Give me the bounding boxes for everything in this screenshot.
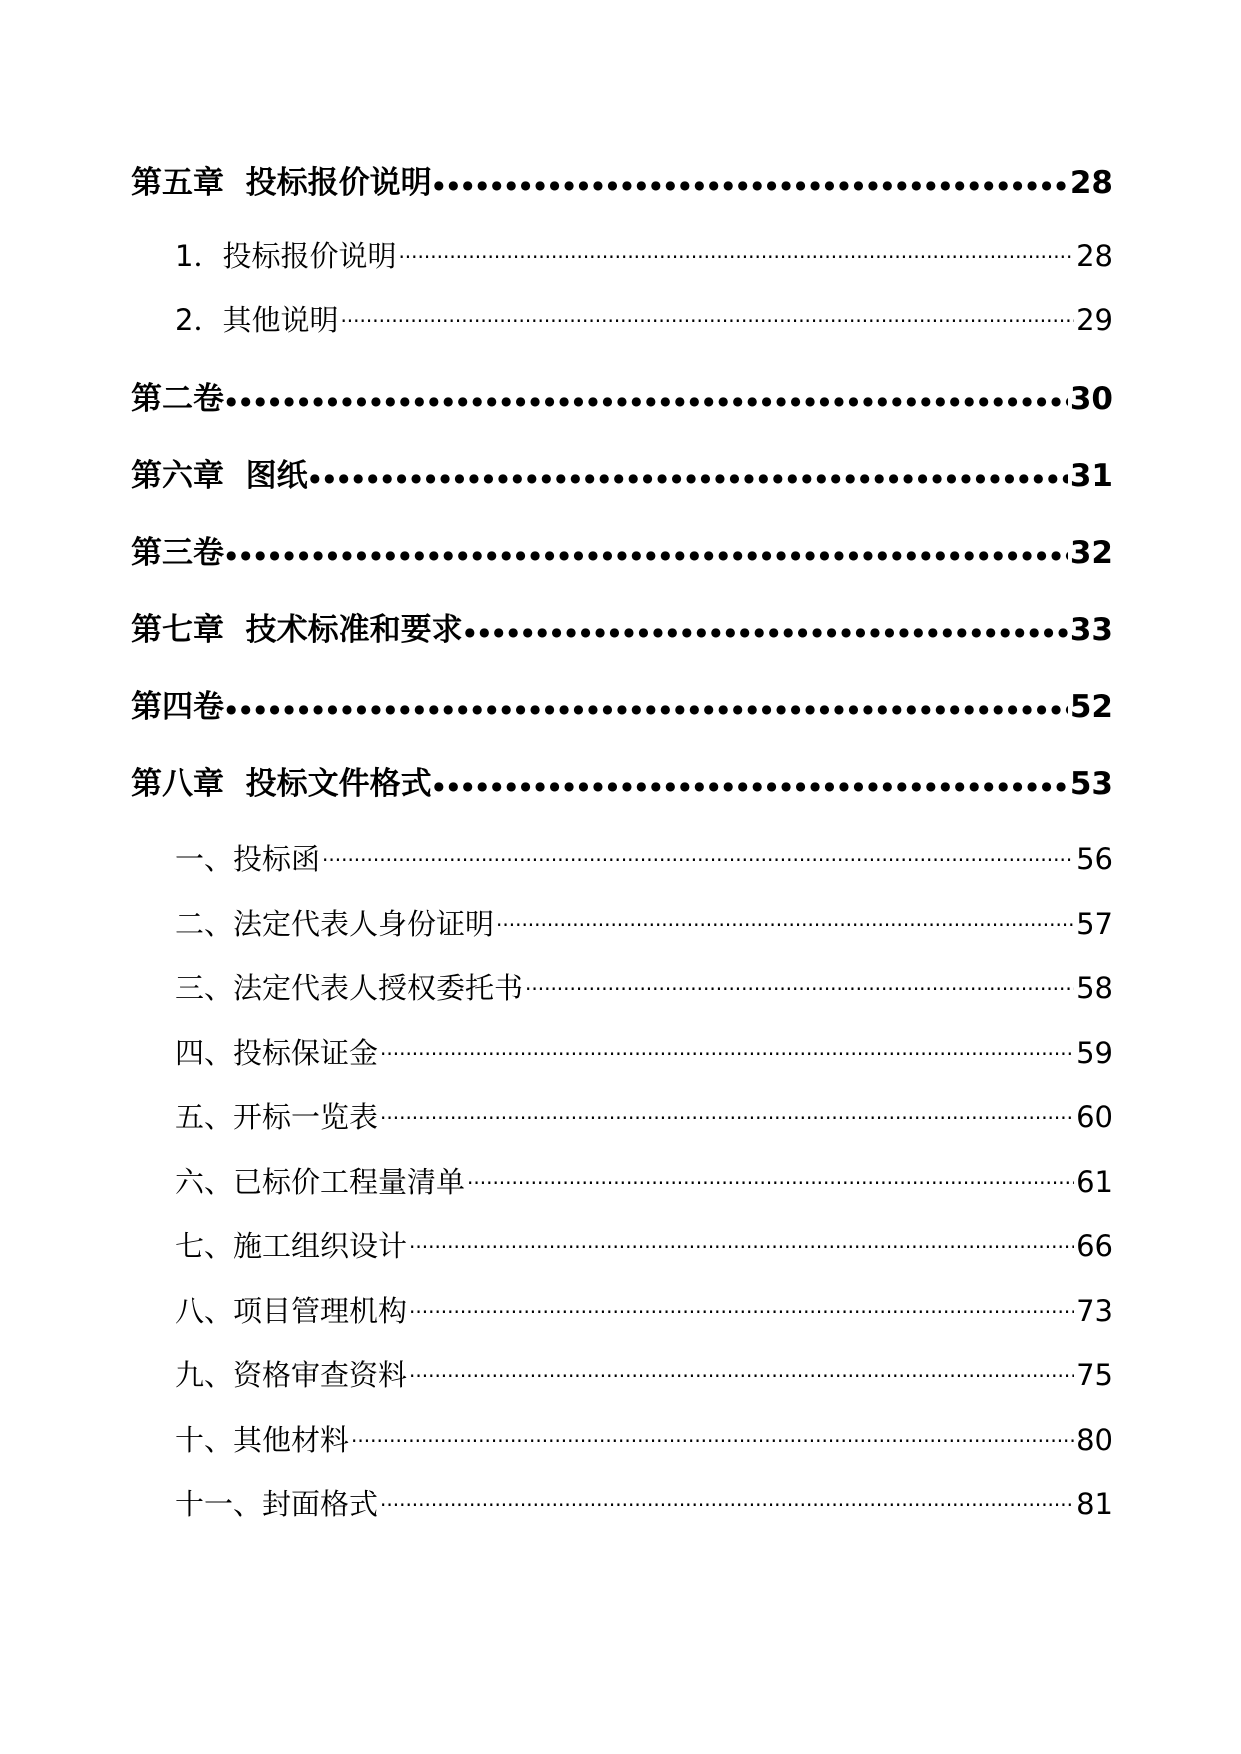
toc-entry-title: 第七章 技术标准和要求	[131, 612, 463, 648]
toc-leader-dots	[322, 843, 1074, 876]
toc-entry[interactable]	[175, 1166, 1113, 1199]
toc-leader-dots	[525, 972, 1074, 1005]
toc-page-number: 32	[1069, 535, 1113, 571]
toc-entry[interactable]	[175, 1424, 1113, 1457]
toc-entry-title: 一、投标函	[175, 842, 321, 876]
toc-entry-title: 八、项目管理机构	[175, 1294, 408, 1328]
toc-page-number: 75	[1076, 1358, 1113, 1392]
toc-entry-title: 第四卷	[131, 689, 224, 725]
toc-entry[interactable]	[175, 240, 1113, 273]
toc-entry[interactable]	[175, 1295, 1113, 1328]
toc-entry-title: 四、投标保证金	[175, 1036, 379, 1070]
toc-page-number: 61	[1076, 1165, 1113, 1199]
toc-leader-dots	[226, 536, 1068, 572]
toc-entry-title: 第八章 投标文件格式	[131, 766, 432, 802]
toc-page-number: 31	[1069, 458, 1113, 494]
toc-entry-title: 十、其他材料	[175, 1423, 350, 1457]
toc-leader-dots	[380, 1037, 1074, 1070]
toc-entry[interactable]	[131, 690, 1113, 726]
toc-page-number: 30	[1069, 381, 1113, 417]
toc-page-number: 33	[1069, 612, 1113, 648]
toc-leader-dots	[434, 166, 1068, 202]
toc-entry[interactable]	[131, 459, 1113, 495]
toc-page-number: 73	[1076, 1294, 1113, 1328]
toc-leader-dots	[409, 1295, 1074, 1328]
toc-leader-dots	[398, 240, 1074, 273]
toc-page-number: 81	[1076, 1487, 1113, 1521]
toc-entry-title: 第三卷	[131, 535, 224, 571]
toc-entry-title: 十一、封面格式	[175, 1487, 379, 1521]
toc-leader-dots	[340, 304, 1074, 337]
toc-entry-title: 第五章 投标报价说明	[131, 165, 432, 201]
toc-page-number: 52	[1069, 689, 1113, 725]
toc-entry-title: 2．其他说明	[175, 303, 339, 337]
toc-page-number: 53	[1069, 766, 1113, 802]
toc-entry-title: 六、已标价工程量清单	[175, 1165, 466, 1199]
toc-leader-dots	[310, 459, 1068, 495]
toc-entry-title: 二、法定代表人身份证明	[175, 907, 495, 941]
toc-entry-title: 三、法定代表人授权委托书	[175, 971, 524, 1005]
toc-entry[interactable]	[175, 843, 1113, 876]
toc-entry[interactable]	[175, 304, 1113, 337]
toc-entry[interactable]	[131, 536, 1113, 572]
toc-page-number: 80	[1076, 1423, 1113, 1457]
toc-entry-title: 第六章 图纸	[131, 458, 308, 494]
toc-entry[interactable]	[175, 972, 1113, 1005]
toc-page-number: 57	[1076, 907, 1113, 941]
toc-page-number: 59	[1076, 1036, 1113, 1070]
toc-page-number: 56	[1076, 842, 1113, 876]
toc-page-number: 28	[1076, 239, 1113, 273]
toc-entry[interactable]	[175, 1230, 1113, 1263]
toc-leader-dots	[467, 1166, 1074, 1199]
toc-leader-dots	[465, 613, 1068, 649]
toc-entry[interactable]	[175, 1101, 1113, 1134]
toc-entry[interactable]	[175, 1359, 1113, 1392]
toc-leader-dots	[380, 1488, 1074, 1521]
toc-entry[interactable]	[175, 1488, 1113, 1521]
toc-page-number: 60	[1076, 1100, 1113, 1134]
toc-leader-dots	[226, 690, 1068, 726]
toc-entry-title: 1．投标报价说明	[175, 239, 397, 273]
toc-leader-dots	[226, 382, 1068, 418]
toc-page-number: 58	[1076, 971, 1113, 1005]
toc-page-number: 29	[1076, 303, 1113, 337]
toc-leader-dots	[380, 1101, 1074, 1134]
toc-leader-dots	[409, 1230, 1074, 1263]
toc-entry-title: 第二卷	[131, 381, 224, 417]
toc-page-number: 66	[1076, 1229, 1113, 1263]
toc-leader-dots	[409, 1359, 1074, 1392]
toc-entry[interactable]	[131, 166, 1113, 202]
toc-entry[interactable]	[131, 767, 1113, 803]
toc-leader-dots	[434, 767, 1068, 803]
toc-entry[interactable]	[175, 908, 1113, 941]
toc-entry[interactable]	[131, 382, 1113, 418]
toc-leader-dots	[496, 908, 1074, 941]
toc-entry-title: 七、施工组织设计	[175, 1229, 408, 1263]
toc-entry[interactable]	[131, 613, 1113, 649]
toc-entry-title: 五、开标一览表	[175, 1100, 379, 1134]
toc-page-number: 28	[1069, 165, 1113, 201]
toc-entry[interactable]	[175, 1037, 1113, 1070]
toc-leader-dots	[351, 1424, 1074, 1457]
toc-entry-title: 九、资格审查资料	[175, 1358, 408, 1392]
